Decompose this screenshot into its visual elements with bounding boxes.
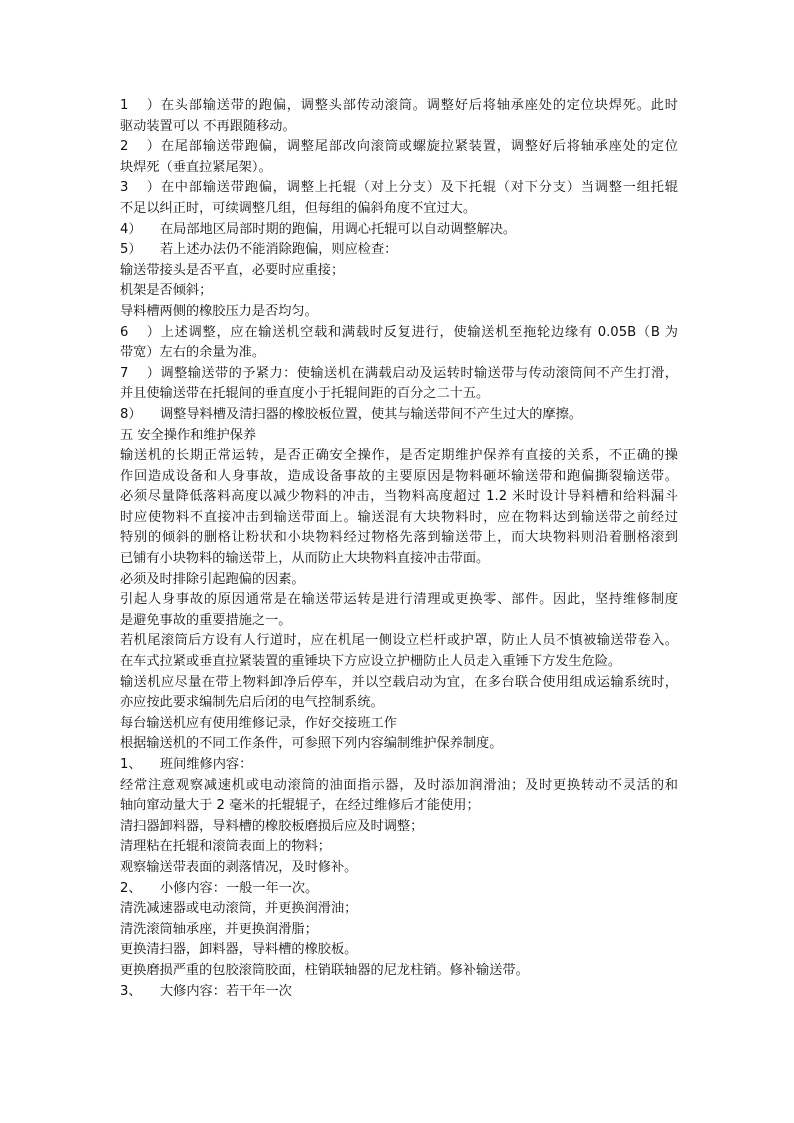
- item-number: 2）: [120, 139, 160, 155]
- text-line: [120, 652, 678, 673]
- numbered-line: [120, 405, 678, 426]
- line-text: 轴向窜动量大于 2 毫米的托辊辊子，在经过维修后才能使用；: [120, 798, 480, 814]
- line-text: 小修内容：一般一年一次。: [160, 880, 319, 896]
- line-text: 机架是否倾斜；: [120, 283, 213, 299]
- line-text: 每台输送机应有使用维修记录，作好交接班工作: [120, 715, 397, 731]
- item-number: 2、: [120, 880, 142, 896]
- line-text: 引起人身事故的原因通常是在输送带运转是进行清理或更换零、部件。因此，坚持维修制度: [120, 592, 678, 608]
- item-number: 7）: [120, 365, 160, 381]
- line-text: 班间维修内容：: [160, 757, 253, 772]
- item-number: 3）: [120, 180, 160, 196]
- text-line: [120, 426, 678, 447]
- item-number: 1、: [120, 757, 142, 772]
- line-text: 必须尽量降低落料高度以减少物料的冲击，当物料高度超过 1.2 米时设计导料槽和给料漏斗: [120, 489, 678, 505]
- text-line: [120, 611, 678, 632]
- item-number: 8）: [120, 406, 142, 422]
- text-line: [120, 837, 678, 858]
- numbered-line: [120, 240, 678, 261]
- line-text: 经常注意观察减速机或电动滚筒的油面指示器，及时添加润滑油；及时更换转动不灵活的和: [120, 777, 678, 793]
- text-line: [120, 940, 678, 961]
- line-text: 在头部输送带的跑偏，调整头部传动滚筒。调整好后将轴承座处的定位块焊死。此时: [160, 98, 678, 113]
- line-text: 必须及时排除引起跑偏的因素。: [120, 571, 305, 587]
- line-text: 已铺有小块物料的输送带上，从而防止大块物料直接冲击带面。: [120, 551, 490, 567]
- text-line: [120, 673, 678, 694]
- line-text: 更换清扫器，卸料器，导料槽的橡胶板。: [120, 942, 358, 958]
- line-text: 不足以纠正时，可续调整几组，但每组的偏斜角度不宜过大。: [120, 200, 477, 216]
- text-line: [120, 796, 678, 817]
- text-line: [120, 158, 678, 179]
- line-text: 调整输送带的予紧力：使输送机在满载启动及运转时输送带与传动滚筒间不产生打滑，: [160, 365, 678, 381]
- text-line: [120, 631, 678, 652]
- numbered-line: [120, 137, 678, 158]
- text-line: [120, 899, 678, 920]
- line-text: 调整导料槽及清扫器的橡胶板位置，使其与输送带间不产生过大的摩擦。: [160, 406, 582, 422]
- text-line: [120, 961, 678, 982]
- text-line: [120, 817, 678, 838]
- item-number: 5）: [120, 242, 142, 258]
- text-line: [120, 858, 678, 879]
- line-text: 在车式拉紧或垂直拉紧装置的重锤块下方应设立护栅防止人员走入重锤下方发生危险。: [120, 654, 622, 670]
- item-number: 6）: [120, 324, 160, 340]
- text-line: [120, 528, 678, 549]
- line-text: 清洗减速器或电动滚筒，并更换润滑油；: [120, 901, 358, 917]
- line-text: 输送机应尽量在带上物料卸净后停车，并以空载启动为宜，在多台联合使用组成运输系统时，: [120, 674, 678, 690]
- line-text: 更换磨损严重的包胶滚筒胶面，柱销联轴器的尼龙柱销。修补输送带。: [120, 962, 529, 978]
- text-line: [120, 734, 678, 755]
- numbered-line: [120, 178, 678, 199]
- line-text: 输送机的长期正常运转，是否正确安全操作，是否定期维护保养有直接的关系，不正确的操: [120, 448, 678, 464]
- text-line: [120, 570, 678, 591]
- text-line: [120, 920, 678, 941]
- line-text: 并且使输送带在托辊间的垂直度小于托辊间距的百分之二十五。: [120, 386, 490, 402]
- line-text: 清理粘在托辊和滚筒表面上的物料；: [120, 839, 331, 855]
- line-text: 观察输送带表面的剥落情况，及时修补。: [120, 859, 358, 875]
- line-text: 特别的倾斜的删格让粉状和小块物料经过物格先落到输送带上，而大块物料则沿着删格滚到: [120, 530, 678, 546]
- text-line: [120, 714, 678, 735]
- text-line: [120, 281, 678, 302]
- text-line: [120, 117, 678, 138]
- text-line: [120, 446, 678, 467]
- text-line: [120, 590, 678, 611]
- text-line: [120, 199, 678, 220]
- document-body: [120, 96, 678, 1002]
- line-text: 亦应按此要求编制先启后闭的电气控制系统。: [120, 695, 384, 711]
- text-line: [120, 261, 678, 282]
- numbered-line: [120, 364, 678, 385]
- line-text: 若机尾滚筒后方设有人行道时，应在机尾一侧设立栏杆或护罩，防止人员不慎被输送带卷入。: [120, 633, 678, 649]
- line-text: 清扫器卸料器，导料槽的橡胶板磨损后应及时调整；: [120, 818, 424, 834]
- line-text: 输送带接头是否平直，必要时应重接；: [120, 262, 345, 278]
- line-text: 根据输送机的不同工作条件，可参照下列内容编制维护保养制度。: [120, 736, 503, 752]
- line-text: 清洗滚筒轴承座，并更换润滑脂；: [120, 921, 318, 937]
- line-text: 在尾部输送带跑偏，调整尾部改向滚筒或螺旋拉紧装置，调整好后将轴承座处的定位: [160, 139, 678, 155]
- numbered-line: [120, 96, 678, 117]
- text-line: [120, 302, 678, 323]
- text-line: [120, 487, 678, 508]
- item-number: 1）: [120, 98, 160, 113]
- text-line: [120, 467, 678, 488]
- line-text: 大修内容：若干年一次: [160, 983, 292, 999]
- line-text: 带宽）左右的余量为准。: [120, 345, 266, 361]
- text-line: [120, 549, 678, 570]
- line-text: 作回造成设备和人身事故，造成设备事故的主要原因是物料砸坏输送带和跑偏撕裂输送带。: [120, 468, 678, 484]
- item-number: 4）: [120, 221, 142, 237]
- text-line: [120, 508, 678, 529]
- line-text: 在中部输送带跑偏，调整上托辊（对上分支）及下托辊（对下分支）当调整一组托辊: [160, 180, 678, 196]
- numbered-line: [120, 323, 678, 344]
- item-number: 3、: [120, 983, 142, 999]
- line-text: 在局部地区局部时期的跑偏，用调心托辊可以自动调整解决。: [160, 221, 517, 237]
- line-text: 导料槽两侧的橡胶压力是否均匀。: [120, 303, 318, 319]
- line-text: 若上述办法仍不能消除跑偏，则应检查：: [160, 242, 398, 258]
- line-text: 块焊死（垂直拉紧尾架）。: [120, 159, 272, 175]
- text-line: [120, 776, 678, 797]
- line-text: 五 安全操作和维护保养: [120, 427, 257, 443]
- numbered-line: [120, 755, 678, 776]
- text-line: [120, 343, 678, 364]
- text-line: [120, 693, 678, 714]
- numbered-line: [120, 220, 678, 241]
- numbered-line: [120, 879, 678, 900]
- line-text: 驱动装置可以 不再跟随移动。: [120, 118, 296, 134]
- line-text: 是避免事故的重要措施之一。: [120, 612, 292, 628]
- line-text: 上述调整，应在输送机空载和满载时反复进行，使输送机至拖轮边缘有 0.05B（B 为: [160, 324, 678, 340]
- numbered-line: [120, 982, 678, 1003]
- line-text: 时应使物料不直接冲击到输送带面上。输送混有大块物料时，应在物料达到输送带之前经过: [120, 509, 678, 525]
- text-line: [120, 384, 678, 405]
